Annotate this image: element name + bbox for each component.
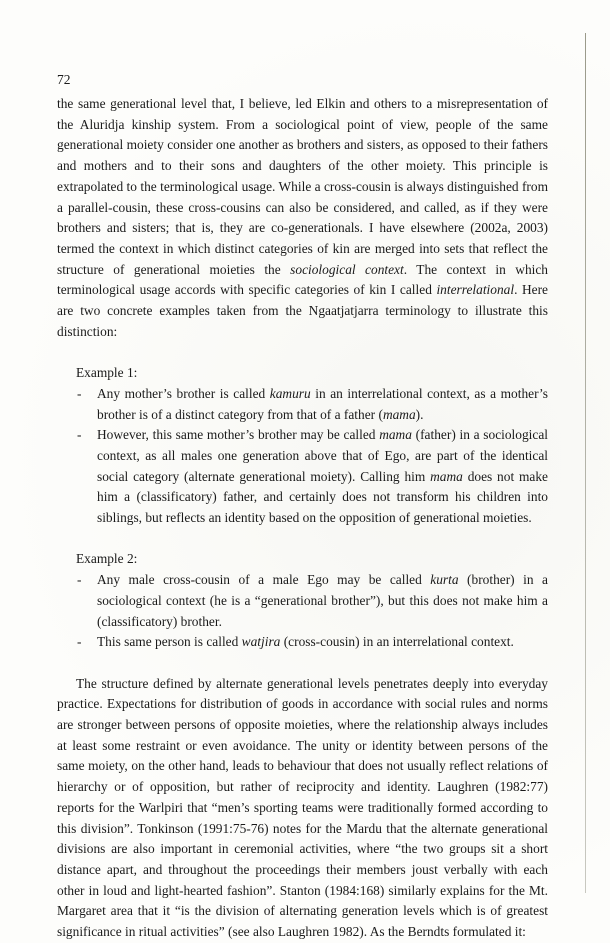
example-label: Example 2: xyxy=(76,551,138,567)
dash-bullet: - xyxy=(77,427,82,443)
term-sociological-context: sociological context xyxy=(290,261,404,277)
example-item xyxy=(76,570,548,632)
body-text xyxy=(57,94,548,943)
text-run: Any male cross-cousin of a male Ego may be called xyxy=(97,572,431,588)
spacer xyxy=(57,653,548,674)
term-watjira: watjira xyxy=(241,634,281,650)
term-interrelational: interrelational xyxy=(436,282,515,298)
text-run: ). xyxy=(415,406,424,422)
example-label: Example 1: xyxy=(76,365,138,381)
example-item xyxy=(76,425,548,529)
text-run: the same generational level that, I believe, led Elkin and others to a misrepresentation of the Aluridja kinship system. From a sociological point of view, people of the same generational moiety consider one another as brothers and sisters, as opposed to their fathers and mothers and to their sons and daughters of the other moiety. This principle is extrapolated to the terminological usage. While a cross-cousin is always distinguished from a parallel-cousin, these cross-cousins can also be considered, and called, as if they were brothers and sisters; that is, they are co-generationals. I have elsewhere (2002a, 2003) termed the context in which distinct categories of kin are merged into sets that reflect the structure of generational moieties the xyxy=(57,96,548,277)
example-item xyxy=(76,632,548,653)
text-run: Any mother’s brother is called xyxy=(97,385,270,401)
text-run: (father) in a sociological context, as all males one generation above that of Ego, are part of the identical social category (alternate generational moiety). Calling him xyxy=(97,427,548,484)
text-run: However, this same mother’s brother may be called xyxy=(97,427,380,443)
term-mama: mama xyxy=(430,468,463,484)
paragraph-structure: The structure defined by alternate generational levels penetrates deeply into everyday practice. Expectations for distribution of goods in accordance with social rules and norms are stronger between persons of opposite moieties, where the relationship always includes at least some restraint or even avoidance. The unity or identity between persons of the same moiety, on the other hand, leads to behaviour that does not usually reflect relations of hierarchy or of opposition, but rather of reciprocity and identity. Laughren (1982:77) reports for the Warlpiri that “men’s sporting teams were traditionally formed according to this division”. Tonkinson (1991:75-76) notes for the Mardu that the alternate generational divisions are also important in ceremonial activities, where “the two groups sit a short distance apart, and throughout the proceedings their members joust verbally with each other in loud and light-hearted fashion”. Stanton (1984:168) similarly explains for the Mt. Margaret area that it “is the division of alternating generation levels which is of greatest significance in ritual activities” (see also Laughren 1982). As the Berndts formulated it: xyxy=(57,675,548,940)
term-kurta: kurta xyxy=(430,572,459,588)
text-run: (cross-cousin) in an interrelational context. xyxy=(280,634,514,650)
term-mama: mama xyxy=(379,427,412,443)
example-1 xyxy=(57,363,548,529)
text-run: . The context in which terminological usage accords with specific categories of kin I called xyxy=(57,261,549,298)
term-mama: mama xyxy=(382,406,416,422)
dash-bullet: - xyxy=(77,572,82,588)
text-run: does not make him a (classificatory) father, and certainly does not transform his children into siblings, but reflects an identity based on the opposition of generational moieties. xyxy=(97,468,549,526)
text-run: (brother) in a sociological context (he is a “generational brother”), but this does not make him a (classificatory) brother. xyxy=(97,572,548,629)
text-run: . Here are two concrete examples taken from the Ngaatjatjarra terminology to illustrate this distinction: xyxy=(57,282,548,339)
term-kamuru: kamuru xyxy=(269,385,311,401)
page-binding-edge xyxy=(585,33,586,893)
example-list xyxy=(76,384,548,529)
text-run: This same person is called xyxy=(97,634,242,650)
example-list xyxy=(76,570,548,653)
example-item xyxy=(76,384,548,425)
example-2 xyxy=(57,549,548,653)
text-run: in an interrelational context, as a mother’s brother is of a distinct category from that of a father ( xyxy=(97,385,548,422)
paragraph-intro xyxy=(57,94,548,342)
page-number: 72 xyxy=(57,72,71,87)
dash-bullet: - xyxy=(77,385,82,401)
dash-bullet: - xyxy=(77,634,82,650)
